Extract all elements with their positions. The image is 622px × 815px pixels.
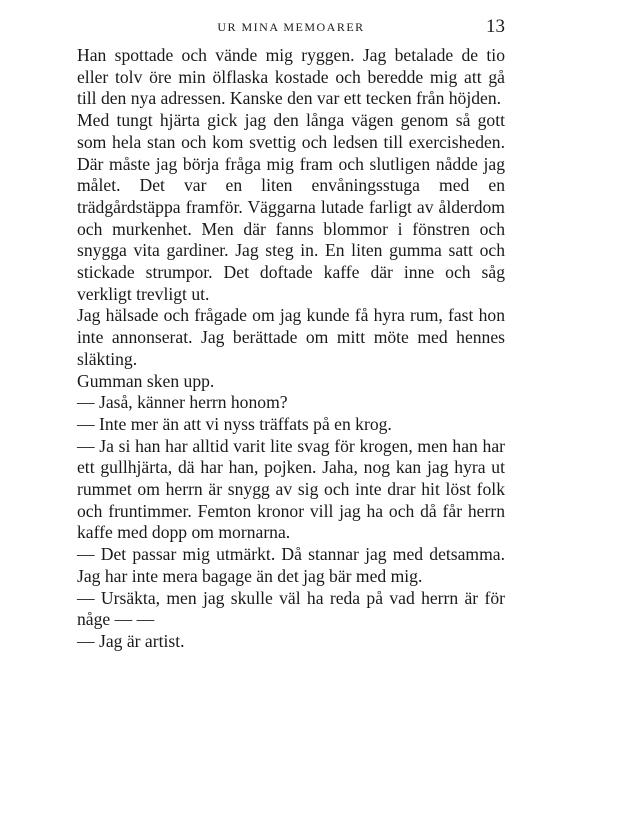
paragraph: — Ursäkta, men jag skulle väl ha reda på vad herrn är för någe — — bbox=[77, 587, 505, 630]
running-head-title: UR MINA MEMOARER bbox=[217, 20, 365, 34]
body-text bbox=[77, 45, 505, 653]
page-number: 13 bbox=[486, 16, 505, 37]
paragraph: Med tungt hjärta gick jag den långa vägen genom så gott som hela stan och kom svettig och ledsen till exercisheden. Där måste jag börja fråga mig fram och slutligen nådde jag målet. Det var en liten envåningsstuga med en trädgårdstäppa framför. Väggarna lutade farligt av ålderdom och murkenhet. Men där fanns blommor i fönstren och snygga vita gardiner. Jag steg in. En liten gumma satt och stickade strumpor. Det doftade kaffe där inne och såg verkligt trevligt ut. bbox=[77, 110, 505, 304]
book-page bbox=[77, 14, 505, 653]
paragraph: Han spottade och vände mig ryggen. Jag betalade de tio eller tolv öre min ölflaska kostade och beredde mig att gå till den nya adressen. Kanske den var ett tecken från höjden. bbox=[77, 45, 505, 109]
paragraph: Gumman sken upp. bbox=[77, 370, 215, 391]
paragraph: — Jaså, känner herrn honom? bbox=[77, 392, 288, 413]
paragraph: — Ja si han har alltid varit lite svag för krogen, men han har ett gullhjärta, dä har han, pojken. Jaha, nog kan jag hyra ut rummet om herrn är snygg av sig och inte drar hit löst folk och fruntimmer. Femton kronor vill jag ha och då får herrn kaffe med dopp om mornarna. bbox=[77, 435, 505, 543]
running-head bbox=[77, 14, 505, 40]
paragraph: Jag hälsade och frågade om jag kunde få hyra rum, fast hon inte annonserat. Jag berättade om mitt möte med hennes släkting. bbox=[77, 305, 505, 369]
paragraph: — Inte mer än att vi nyss träffats på en krog. bbox=[77, 413, 392, 434]
paragraph: — Jag är artist. bbox=[77, 630, 185, 651]
paragraph: — Det passar mig utmärkt. Då stannar jag med detsamma. Jag har inte mera bagage än det jag bär med mig. bbox=[77, 544, 505, 586]
